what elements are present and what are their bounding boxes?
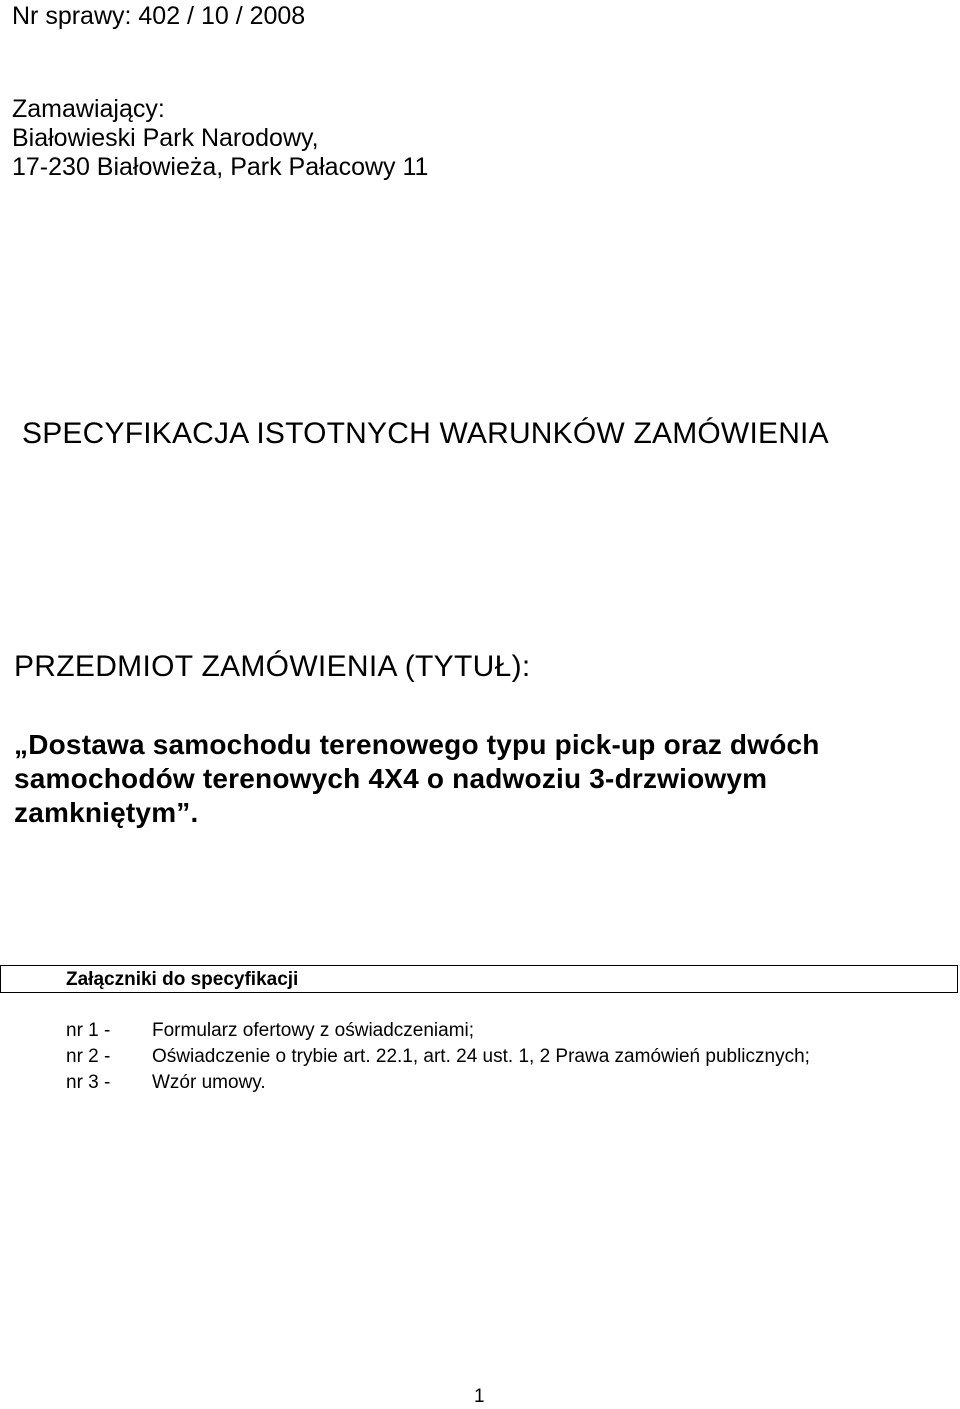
attachment-description: Formularz ofertowy z oświadczeniami;	[152, 1020, 475, 1041]
attachments-title: Załączniki do specyfikacji	[66, 969, 299, 990]
subject-text: „Dostawa samochodu terenowego typu pick-up oraz dwóch samochodów terenowych 4X4 o nadwoziu 3-drzwiowym zamkniętym”.	[14, 729, 820, 828]
document-title: SPECYFIKACJA ISTOTNYCH WARUNKÓW ZAMÓWIENIA	[22, 417, 829, 450]
attachment-number: nr 2 -	[66, 1046, 111, 1067]
subject-heading: PRZEDMIOT ZAMÓWIENIA (TYTUŁ):	[14, 650, 531, 683]
attachment-number: nr 3 -	[66, 1072, 111, 1093]
contracting-authority-label: Zamawiający:	[12, 95, 165, 123]
contracting-authority-name: Białowieski Park Narodowy,	[12, 124, 319, 152]
case-number: Nr sprawy: 402 / 10 / 2008	[12, 2, 306, 30]
contracting-authority-address: 17-230 Białowieża, Park Pałacowy 11	[12, 153, 429, 181]
attachment-description: Wzór umowy.	[152, 1072, 266, 1093]
page-number: 1	[474, 1386, 485, 1407]
attachment-number: nr 1 -	[66, 1020, 111, 1041]
attachment-description: Oświadczenie o trybie art. 22.1, art. 24 ust. 1, 2 Prawa zamówień publicznych;	[152, 1046, 810, 1067]
